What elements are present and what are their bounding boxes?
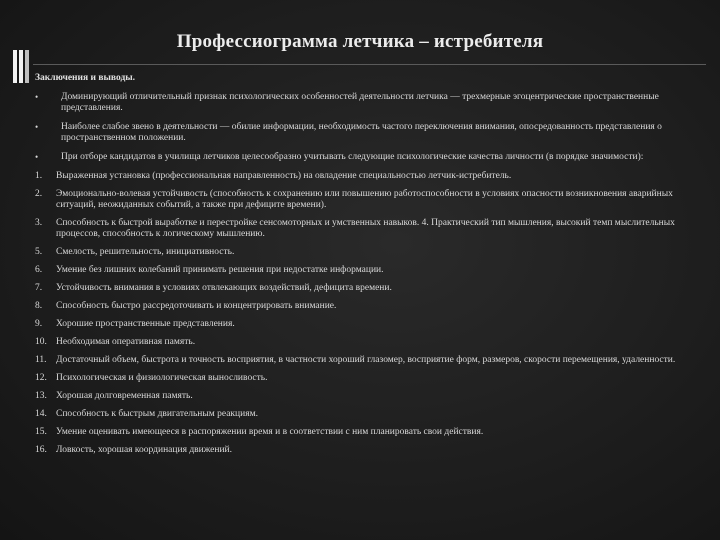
item-text: Выраженная установка (профессиональная направленность) на овладение специальностью летчик-истребитель. [56,171,512,181]
item-text: Хорошие пространственные представления. [56,319,235,329]
item-text: Ловкость, хорошая координация движений. [56,445,233,455]
list-item [35,218,695,240]
slide-title: Профессиограмма летчика – истребителя [176,31,544,52]
list-item [35,171,695,182]
item-text: Умение оценивать имеющееся в распоряжении время и в соответствии с ним планировать свои действия. [56,427,484,437]
item-text: Необходимая оперативная память. [56,337,196,347]
item-text: Способность к быстрым двигательным реакциям. [56,409,258,419]
bullet-marker: • [35,152,39,162]
list-item [35,301,695,312]
item-text: Достаточный объем, быстрота и точность восприятия, в частности хороший глазомер, восприятие форм, размеров, скорости перемещения, удаленности. [56,355,676,365]
list-item [35,391,695,402]
item-number: 3. [35,218,43,228]
list-item [35,427,695,438]
item-number: 5. [35,247,43,257]
item-number: 6. [35,265,43,275]
list-item [35,409,695,420]
decorative-bar [13,50,17,83]
item-text: Смелость, решительность, инициативность. [56,247,235,257]
item-text: Психологическая и физиологическая выносливость. [56,373,268,383]
list-item [35,445,695,456]
bullet-item [35,152,695,163]
item-number: 10. [35,337,47,347]
item-number: 16. [35,445,47,455]
list-item [35,319,695,330]
item-text: Эмоционально-волевая устойчивость (способность к сохранению или повышению работоспособности в условиях опасности возникновения аварийных ситуаций, неожиданных событий, а также при дефиците времени). [56,189,673,210]
slide-body [35,73,695,463]
bullet-text: Наиболее слабое звено в деятельности — обилие информации, необходимость частого переключения внимания, опосредованность представления о пространственном положении. [61,122,662,143]
item-number: 12. [35,373,47,383]
item-number: 11. [35,355,47,365]
decorative-bar [25,50,29,83]
item-text: Устойчивость внимания в условиях отвлекающих воздействий, дефицита времени. [56,283,392,293]
bullet-item [35,92,695,114]
section-heading: Заключения и выводы. [35,73,136,83]
bullet-text: Доминирующий отличительный признак психологических особенностей деятельности летчика — трехмерные эгоцентрические пространственные представления. [61,92,659,113]
list-item [35,265,695,276]
item-number: 7. [35,283,43,293]
item-text: Способность к быстрой выработке и перестройке сенсомоторных и умственных навыков. 4. Практический тип мышления, высокий темп мыслительных процессов, способность к логическому мышлению. [56,218,675,239]
item-number: 13. [35,391,47,401]
list-item [35,337,695,348]
list-item [35,373,695,384]
bullet-item [35,122,695,144]
item-text: Хорошая долговременная память. [56,391,193,401]
item-text: Умение без лишних колебаний принимать решения при недостатке информации. [56,265,384,275]
title-divider [33,64,706,65]
item-number: 1. [35,171,43,181]
item-number: 2. [35,189,43,199]
bullet-marker: • [35,92,39,102]
bullet-marker: • [35,122,39,132]
item-text: Способность быстро рассредоточивать и концентрировать внимание. [56,301,337,311]
list-item [35,355,695,366]
item-number: 14. [35,409,47,419]
list-item [35,247,695,258]
list-item [35,283,695,294]
item-number: 8. [35,301,43,311]
item-number: 9. [35,319,43,329]
list-item [35,189,695,211]
bullet-text: При отборе кандидатов в училища летчиков целесообразно учитывать следующие психологические качества личности (в порядке значимости): [61,152,644,162]
decorative-bar [19,50,23,83]
item-number: 15. [35,427,47,437]
